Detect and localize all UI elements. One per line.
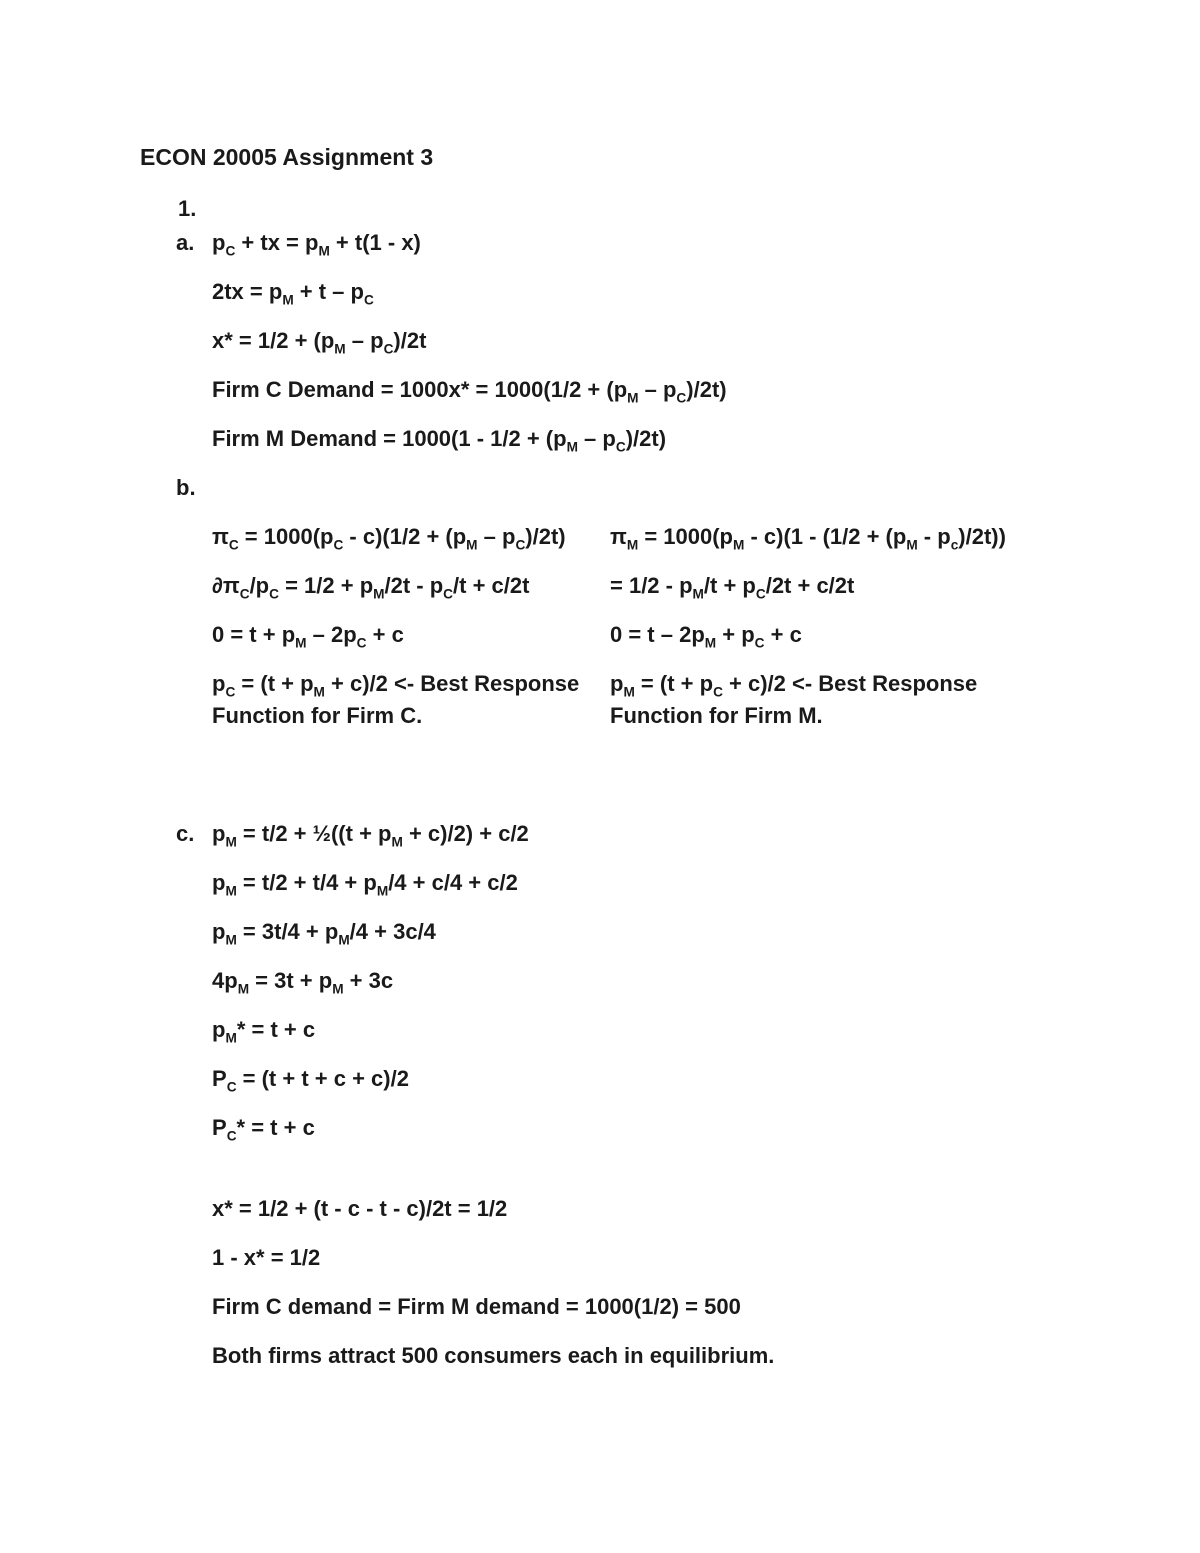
text-line: Both firms attract 500 consumers each in equilibrium.: [212, 1343, 775, 1368]
equation-line: Firm C Demand = $1000x* = 1000(1/2 + (p_M - p_C)/2t)$: [212, 377, 727, 406]
equation-line: $p_C$ + tx = $p_M + t(1 - x)$: [212, 230, 421, 259]
equation-line: $4p_M = 3t + p_M + 3c$: [212, 968, 394, 997]
equation-line: Function for Firm M.: [610, 703, 823, 728]
part-c-section: [0, 820, 1200, 1142]
equation-line: = $1/2 - p_M/t + p_C/2t + c/2t$: [610, 573, 855, 602]
equation-line: $2tx = p_M + t - p_C$: [212, 279, 374, 308]
equation-line: $p_M = (t + p_C + c)/2$ <- Best Response: [610, 671, 978, 700]
equation-line: $0 = t - 2p_M + p_C + c$: [610, 622, 802, 651]
equation-line: $0 = t + p_M - 2p_C + c$: [212, 622, 404, 651]
equation-line: $p_C = (t + p_M + c)/2$ <- Best Response: [212, 671, 580, 700]
equation-line: $p_M = 3t/4 + p_M/4 + 3c/4$: [212, 919, 436, 948]
part-b-section: [0, 474, 1200, 751]
equation-line: $\pi_C = 1000(p_C - c)(1/2 + (p_M - p_C)/2t)$: [212, 524, 566, 553]
text-line: Firm C demand = Firm M demand = 1000(1/2) = 500: [212, 1294, 741, 1319]
equation-line: Firm M Demand = $1000(1 - 1/2 + (p_M - p_C)/2t)$: [212, 426, 667, 455]
part-a-first-line: [176, 229, 1200, 259]
equation-line: $P_C = (t + t + c + c)/2$: [212, 1066, 409, 1095]
equation-line: 1 - x* = 1/2: [212, 1245, 321, 1270]
conclusion-section: [0, 1195, 1200, 1370]
part-b-columns: [212, 523, 1200, 751]
part-c-first-line: [176, 820, 1200, 850]
equation-line: x* = 1/2 + (t - c - t - c)/2t = 1/2: [212, 1196, 508, 1221]
equation-line: $x* = 1/2 + (p_M - p_C)/2t$: [212, 328, 427, 357]
equation-line: $p_M = t/2$ + ½((t + $p_M + c)/2) + c/2$: [212, 821, 529, 850]
equation-line: $\partial\pi_C/p_C = 1/2 + p_M/2t - p_C/t + c/2t$: [212, 573, 530, 602]
part-b-label: b.: [176, 475, 196, 500]
firm-m-column: [610, 523, 1008, 751]
equation-line: $P_C* = t + c$: [212, 1115, 315, 1144]
part-a-label: a.: [176, 230, 195, 255]
equation-line: $p_M* = t + c$: [212, 1017, 316, 1046]
part-a-section: [0, 229, 1200, 453]
question-number: 1.: [178, 196, 197, 221]
equation-line: $\pi_M = 1000(p_M - c)(1 - (1/2 + (p_M - p_c)/2t))$: [610, 524, 1006, 553]
firm-c-column: [212, 523, 610, 751]
equation-line: Function for Firm C.: [212, 703, 423, 728]
part-c-label: c.: [176, 821, 195, 846]
document-title: ECON 20005 Assignment 3: [140, 144, 434, 170]
equation-line: $p_M = t/2 + t/4 + p_M/4 + c/4 + c/2$: [212, 870, 518, 899]
